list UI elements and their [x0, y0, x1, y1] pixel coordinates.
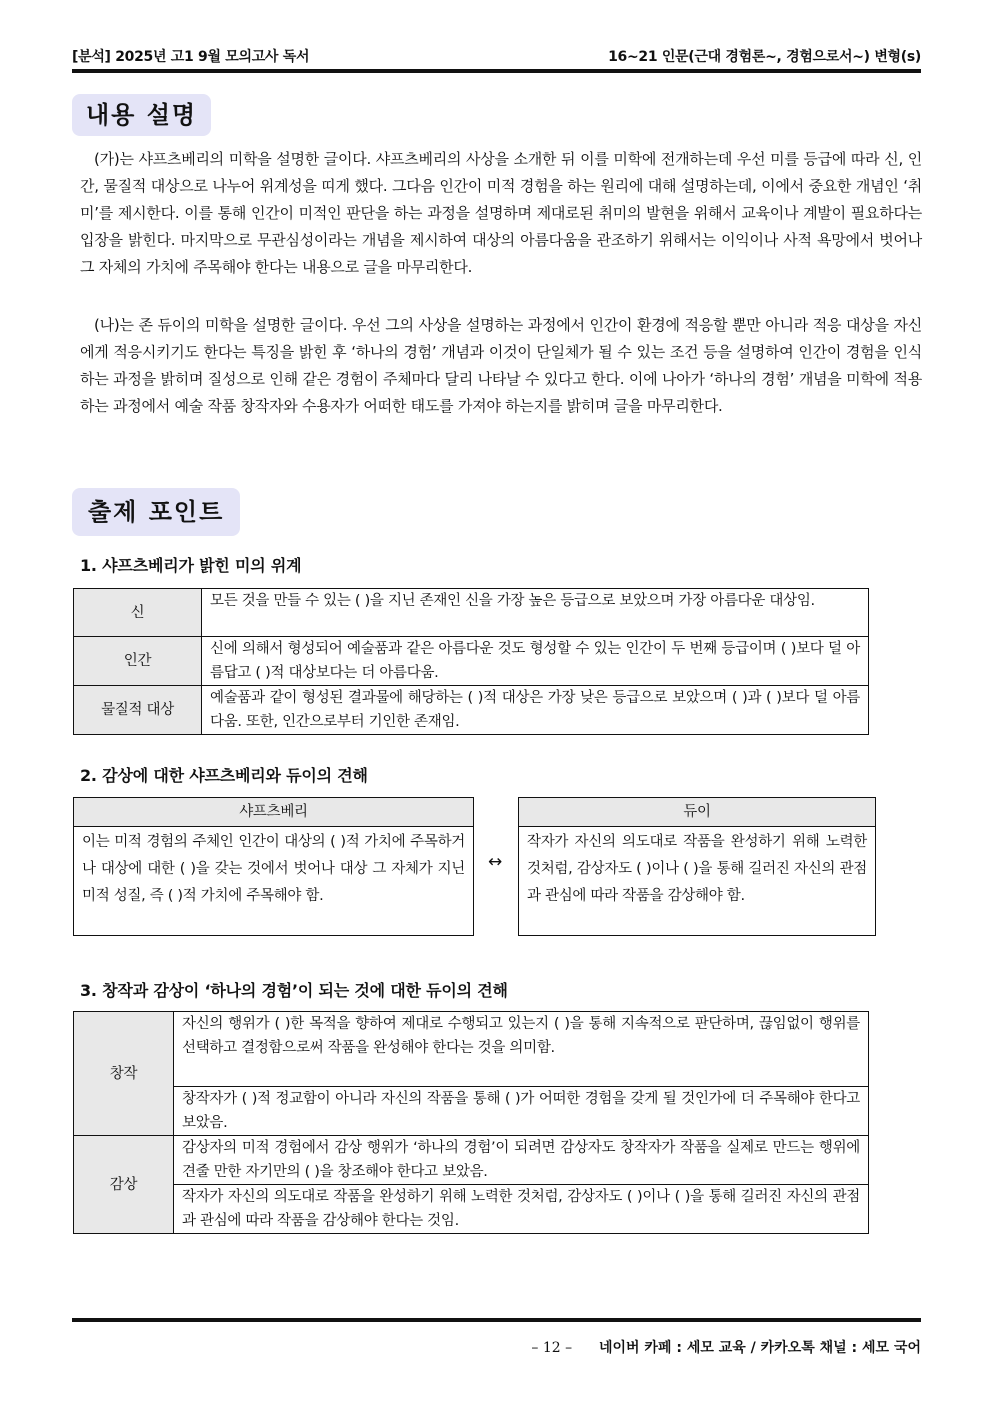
dewey-box: [518, 797, 876, 936]
header-title: [분석] 2025년 고1 9월 모의고사 독서: [72, 49, 310, 65]
page-footer: [531, 1337, 921, 1357]
group-label: 창작: [74, 1012, 174, 1136]
q3-heading: 3. 창작과 감상이 ‘하나의 경험’이 되는 것에 대한 듀이의 견해: [80, 981, 508, 1000]
table-row: [74, 686, 869, 735]
q1-heading: 1. 샤프츠베리가 밝힌 미의 위계: [80, 556, 302, 575]
points-section-title: 출제 포인트: [72, 488, 240, 536]
shaftesbury-title: 샤프츠베리: [74, 798, 474, 827]
paragraph-na: (나)는 존 듀이의 미학을 설명한 글이다. 우선 그의 사상을 설명하는 과정에서 인간이 환경에 적응할 뿐만 아니라 적응 대상을 자신에게 적응시키기도 한다는 특징을 밝힌 후 ‘하나의 경험’ 개념과 이것이 단일체가 될 수 있는 조건 등을 설명하여 인간이 경험을 인식하는 과정을 밝히며 질성으로 인해 같은 경험이 주체마다 달리 나타날 수 있다고 한다. 이에 나아가 ‘하나의 경험’ 개념을 미학에 적용하는 과정에서 예술 작품 창작자와 수용자가 어떠한 태도를 가져야 하는지를 밝히며 글을 마무리한다.: [80, 316, 922, 415]
table-row: [74, 1012, 869, 1087]
group-label: 감상: [74, 1136, 174, 1234]
group-item: 작자가 자신의 의도대로 작품을 완성하기 위해 노력한 것처럼, 감상자도 ( )이나 ( )을 통해 길러진 자신의 관점과 관심에 따라 작품을 감상해야 한다는 것임.: [174, 1185, 869, 1234]
row-text: 예술품과 같이 형성된 결과물에 해당하는 ( )적 대상은 가장 낮은 등급으로 보았으며 ( )과 ( )보다 덜 아름다움. 또한, 인간으로부터 기인한 존재임.: [202, 686, 869, 735]
row-text: 신에 의해서 형성되어 예술품과 같은 아름다운 것도 형성할 수 있는 인간이 두 번째 등급이며 ( )보다 덜 아름답고 ( )적 대상보다는 더 아름다움.: [202, 637, 869, 686]
table-row: [74, 1185, 869, 1234]
hierarchy-table: [73, 588, 869, 735]
creation-appreciation-table: [73, 1011, 869, 1234]
group-item: 감상자의 미적 경험에서 감상 행위가 ‘하나의 경험’이 되려면 감상자도 창작자가 작품을 실제로 만드는 행위에 견줄 만한 자기만의 ( )을 창조해야 한다고 보았음.: [174, 1136, 869, 1185]
footer-credit: 네이버 카페 : 세모 교육 / 카카오톡 채널 : 세모 국어: [598, 1340, 921, 1356]
paragraph-ga: (가)는 샤프츠베리의 미학을 설명한 글이다. 샤프츠베리의 사상을 소개한 뒤 이를 미학에 전개하는데 우선 미를 등급에 따라 신, 인간, 물질적 대상으로 나누어 위계성을 띠게 했다. 그다음 인간이 미적 경험을 하는 원리에 대해 설명하는데, 이에서 중요한 개념인 ‘취미’를 제시한다. 이를 통해 인간이 미적인 판단을 하는 과정을 설명하며 제대로된 취미의 발현을 위해서 교육이나 계발이 필요하다는 입장을 밝힌다. 마지막으로 무관심성이라는 개념을 제시하여 대상의 아름다움을 관조하기 위해서는 이익이나 사적 욕망에서 벗어나 그 자체의 가치에 주목해야 한다는 내용으로 글을 마무리한다.: [80, 150, 922, 276]
table-row: [74, 1136, 869, 1185]
group-item: 창작자가 ( )적 정교함이 아니라 자신의 작품을 통해 ( )가 어떠한 경험을 갖게 될 것인가에 더 주목해야 한다고 보았음.: [174, 1087, 869, 1136]
table-row: [74, 637, 869, 686]
header-subtitle: 16~21 인문(근대 경험론~, 경험으로서~) 변형(s): [608, 49, 921, 65]
shaftesbury-text: 이는 미적 경험의 주체인 인간이 대상의 ( )적 가치에 주목하거나 대상에 대한 ( )을 갖는 것에서 벗어나 대상 그 자체가 지닌 미적 성질, 즉 ( )적 가치에 주목해야 함.: [74, 827, 474, 936]
row-label: 물질적 대상: [74, 686, 202, 735]
page-number: – 12 –: [531, 1340, 573, 1356]
dewey-text: 작자가 자신의 의도대로 작품을 완성하기 위해 노력한 것처럼, 감상자도 ( )이나 ( )을 통해 길러진 자신의 관점과 관심에 따라 작품을 감상해야 함.: [519, 827, 876, 936]
page-header: [72, 44, 921, 68]
dewey-title: 듀이: [519, 798, 876, 827]
group-item: 자신의 행위가 ( )한 목적을 향하여 제대로 수행되고 있는지 ( )을 통해 지속적으로 판단하며, 끊임없이 행위를 선택하고 결정함으로써 작품을 완성해야 한다는 것을 의미함.: [174, 1012, 869, 1087]
shaftesbury-box: [73, 797, 474, 936]
table-row: [74, 589, 869, 637]
content-section-title: 내용 설명: [72, 94, 211, 136]
row-text: 모든 것을 만들 수 있는 ( )을 지닌 존재인 신을 가장 높은 등급으로 보았으며 가장 아름다운 대상임.: [202, 589, 869, 637]
q2-heading: 2. 감상에 대한 샤프츠베리와 듀이의 견해: [80, 766, 368, 785]
table-row: [74, 1087, 869, 1136]
header-rule: [72, 69, 921, 73]
footer-rule: [72, 1318, 921, 1322]
row-label: 신: [74, 589, 202, 637]
compare-arrow-icon: ↔: [488, 852, 503, 872]
row-label: 인간: [74, 637, 202, 686]
